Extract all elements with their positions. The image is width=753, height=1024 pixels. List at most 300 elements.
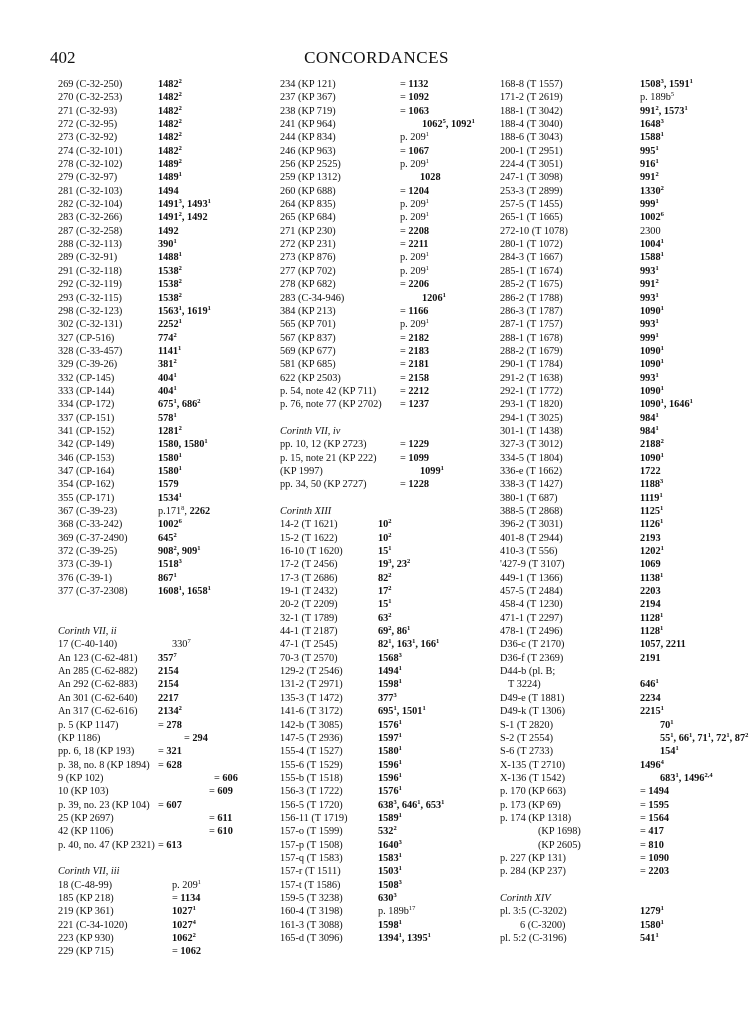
catalog-reference: X-136 (T 1542) bbox=[500, 772, 566, 784]
concordance-number: = 294 bbox=[184, 732, 208, 744]
concordance-row bbox=[280, 932, 480, 945]
catalog-reference: 253-3 (T 2899) bbox=[500, 185, 563, 197]
concordance-number: $984^1$ bbox=[640, 411, 659, 424]
catalog-reference: S-1 (T 2820) bbox=[500, 719, 554, 731]
concordance-number: 1128$^1$ bbox=[640, 611, 664, 624]
catalog-reference: 234 (KP 121) bbox=[280, 79, 336, 90]
concordance-row bbox=[58, 692, 248, 705]
catalog-reference: 238 (KP 719) bbox=[280, 105, 336, 117]
concordance-row bbox=[58, 825, 248, 838]
concordance-row bbox=[280, 171, 480, 184]
concordance-number: 1062$^5$, 1092$^1$ bbox=[422, 118, 475, 131]
concordance-number: $19^3$, $23^2$ bbox=[378, 558, 411, 571]
spacer bbox=[58, 598, 248, 611]
catalog-reference: 384 (KP 213) bbox=[280, 305, 336, 317]
catalog-reference: 219 (KP 361) bbox=[58, 906, 114, 918]
catalog-reference: 372 (C-39-25) bbox=[58, 546, 118, 558]
concordance-number: 1141$^1$ bbox=[158, 344, 182, 357]
concordance-row bbox=[280, 332, 480, 345]
concordance-number: 2154 bbox=[158, 679, 179, 691]
concordance-number: $404^1$ bbox=[158, 371, 177, 384]
catalog-reference: 478-1 (T 2496) bbox=[500, 626, 563, 638]
concordance-row bbox=[500, 759, 715, 772]
concordance-row bbox=[500, 91, 715, 104]
catalog-reference: 157-p (T 1508) bbox=[280, 839, 343, 851]
catalog-reference: 129-2 (T 2546) bbox=[280, 666, 343, 678]
catalog-reference: p. 40, no. 47 (KP 2321) bbox=[58, 839, 155, 851]
catalog-reference: 328 (C-33-457) bbox=[58, 345, 123, 357]
catalog-reference: p. 54, note 42 (KP 711) bbox=[280, 385, 377, 397]
catalog-reference: 142-b (T 3085) bbox=[280, 719, 343, 731]
concordance-row bbox=[500, 731, 749, 745]
concordance-row bbox=[500, 358, 715, 371]
concordance-row bbox=[500, 799, 715, 812]
catalog-reference: 155-b (T 1518) bbox=[280, 772, 343, 784]
concordance-row bbox=[500, 558, 715, 571]
catalog-reference: 289 (C-32-91) bbox=[58, 252, 118, 264]
catalog-reference: 569 (KP 677) bbox=[280, 345, 336, 357]
concordance-row bbox=[280, 799, 480, 812]
catalog-reference: 327 (CP-516) bbox=[58, 332, 115, 344]
concordance-number: 1580$^1$ bbox=[158, 451, 182, 464]
concordance-number: 1596$^1$ bbox=[378, 758, 402, 771]
concordance-row bbox=[58, 438, 248, 451]
concordance-number: p. $209^1$ bbox=[400, 198, 429, 211]
concordance-row bbox=[500, 198, 715, 211]
concordance-row bbox=[500, 625, 715, 638]
concordance-number: p. $189b^{17}$ bbox=[378, 905, 416, 918]
catalog-reference: 369 (C-37-2490) bbox=[58, 532, 128, 544]
catalog-reference: pl. 3:5 (C-3202) bbox=[500, 906, 567, 918]
concordance-number: $357^7$ bbox=[158, 651, 177, 664]
catalog-reference: 257-5 (T 1455) bbox=[500, 199, 563, 211]
catalog-reference: 283 (C-34-946) bbox=[280, 292, 345, 304]
concordance-number: 2234 bbox=[640, 692, 661, 704]
concordance-row bbox=[280, 532, 480, 545]
concordance-row bbox=[280, 905, 480, 918]
concordance-row bbox=[280, 759, 480, 772]
concordance-row bbox=[500, 251, 715, 264]
catalog-reference: 141-6 (T 3172) bbox=[280, 706, 343, 718]
concordance-row bbox=[280, 185, 480, 198]
concordance-number: $630^3$ bbox=[378, 891, 397, 904]
catalog-reference: 272 (C-32-95) bbox=[58, 119, 118, 131]
concordance-row bbox=[280, 345, 480, 358]
concordance-number: 1597$^1$ bbox=[378, 731, 402, 744]
concordance-row bbox=[58, 532, 248, 545]
concordance-number: 2252$^1$ bbox=[158, 318, 182, 331]
concordance-number: 2194 bbox=[640, 599, 661, 611]
catalog-reference: 346 (CP-153) bbox=[58, 452, 115, 464]
concordance-number: $154^1$ bbox=[660, 745, 679, 758]
concordance-column-1 bbox=[58, 78, 248, 959]
catalog-reference: 269 (C-32-250) bbox=[58, 79, 123, 90]
concordance-row bbox=[500, 398, 715, 411]
concordance-row bbox=[280, 919, 480, 932]
concordance-row bbox=[280, 265, 480, 278]
catalog-reference: T 3224) bbox=[508, 679, 541, 691]
catalog-reference: 288-1 (T 1678) bbox=[500, 332, 563, 344]
concordance-row bbox=[500, 372, 715, 385]
concordance-number: = 2211 bbox=[400, 239, 429, 251]
section-heading-text: Corinth XIV bbox=[500, 892, 551, 904]
catalog-reference: 156-11 (T 1719) bbox=[280, 812, 348, 824]
concordance-number: = 2183 bbox=[400, 345, 429, 357]
catalog-reference: 458-4 (T 1230) bbox=[500, 599, 563, 611]
concordance-row bbox=[58, 131, 248, 144]
concordance-number: 1090$^1$, 1646$^1$ bbox=[640, 398, 693, 411]
catalog-reference: 288 (C-32-113) bbox=[58, 239, 122, 251]
section-heading-text: Corinth VII, iii bbox=[58, 866, 120, 878]
concordance-row bbox=[500, 438, 715, 451]
concordance-number: 1518$^3$ bbox=[158, 558, 182, 571]
concordance-number: 2203 bbox=[640, 586, 661, 598]
concordance-row bbox=[58, 385, 248, 398]
catalog-reference: 622 (KP 2503) bbox=[280, 372, 341, 384]
concordance-number: 1648$^3$ bbox=[640, 118, 664, 131]
concordance-row bbox=[500, 585, 715, 598]
concordance-number: $908^2$, $909^1$ bbox=[158, 545, 201, 558]
concordance-number: 1128$^1$ bbox=[640, 625, 664, 638]
concordance-number: 1027$^4$ bbox=[172, 918, 196, 931]
concordance-number: 2154 bbox=[158, 666, 179, 678]
concordance-number: = 1090 bbox=[640, 852, 669, 864]
catalog-reference: p. 15, note 21 (KP 222) bbox=[280, 452, 377, 464]
concordance-number: 1489$^1$ bbox=[158, 171, 182, 184]
catalog-reference: 19-1 (T 2432) bbox=[280, 586, 338, 598]
catalog-reference: An 123 (C-62-481) bbox=[58, 652, 138, 664]
concordance-number: 1722 bbox=[640, 465, 661, 477]
concordance-row bbox=[58, 799, 248, 812]
concordance-row bbox=[280, 585, 480, 598]
concordance-number: 1580$^1$ bbox=[640, 918, 664, 931]
concordance-number: 1482$^2$ bbox=[158, 104, 182, 117]
catalog-reference: 265 (KP 684) bbox=[280, 212, 336, 224]
concordance-number: = 628 bbox=[158, 759, 182, 771]
catalog-reference: 264 (KP 835) bbox=[280, 199, 336, 211]
concordance-row bbox=[500, 452, 715, 465]
concordance-row bbox=[500, 492, 715, 505]
catalog-reference: 244 (KP 834) bbox=[280, 132, 336, 144]
catalog-reference: p. 76, note 77 (KP 2702) bbox=[280, 399, 382, 411]
concordance-row bbox=[280, 732, 480, 745]
concordance-row bbox=[58, 145, 248, 158]
concordance-number: $675^1$, $686^2$ bbox=[158, 398, 201, 411]
catalog-reference: 188-4 (T 3040) bbox=[500, 119, 563, 131]
concordance-number: 1206$^1$ bbox=[422, 291, 446, 304]
catalog-reference: 292-1 (T 1772) bbox=[500, 385, 563, 397]
catalog-reference: 342 (CP-149) bbox=[58, 439, 115, 451]
concordance-row bbox=[280, 158, 480, 171]
concordance-number: $82^1$, $163^1$, $166^1$ bbox=[378, 638, 440, 651]
catalog-reference: 329 (C-39-26) bbox=[58, 359, 118, 371]
concordance-number: 1090$^1$ bbox=[640, 451, 664, 464]
concordance-number: p. $189b^5$ bbox=[640, 91, 675, 104]
catalog-reference: 278 (KP 682) bbox=[280, 279, 336, 291]
concordance-row bbox=[500, 105, 715, 118]
concordance-row bbox=[500, 211, 715, 224]
catalog-reference: 286-2 (T 1788) bbox=[500, 292, 563, 304]
concordance-row bbox=[500, 652, 715, 665]
section-heading-text: Corinth VII, iv bbox=[280, 425, 341, 437]
concordance-number: 1202$^1$ bbox=[640, 545, 664, 558]
concordance-row bbox=[500, 839, 715, 852]
catalog-reference: 401-8 (T 2944) bbox=[500, 532, 563, 544]
catalog-reference: 246 (KP 963) bbox=[280, 145, 336, 157]
concordance-row bbox=[280, 665, 480, 678]
catalog-reference: 338-3 (T 1427) bbox=[500, 479, 563, 491]
concordance-row bbox=[500, 932, 715, 945]
concordance-number: = 1564 bbox=[640, 812, 669, 824]
concordance-row bbox=[58, 572, 248, 585]
catalog-reference: 367 (C-39-23) bbox=[58, 506, 118, 517]
concordance-number: = 1237 bbox=[400, 399, 429, 411]
concordance-row bbox=[500, 145, 715, 158]
concordance-row bbox=[500, 118, 715, 131]
catalog-reference: 271 (KP 230) bbox=[280, 225, 336, 237]
catalog-reference: 281 (C-32-103) bbox=[58, 185, 123, 197]
catalog-reference: 273 (C-32-92) bbox=[58, 132, 118, 144]
concordance-row bbox=[58, 158, 248, 171]
concordance-row bbox=[280, 318, 480, 331]
concordance-row bbox=[280, 518, 480, 531]
catalog-reference: p. 227 (KP 131) bbox=[500, 852, 566, 864]
concordance-number: = 1228 bbox=[400, 479, 429, 491]
concordance-number: 2134$^2$ bbox=[158, 705, 182, 718]
catalog-reference: 354 (CP-162) bbox=[58, 479, 115, 491]
concordance-number: 1598$^1$ bbox=[378, 678, 402, 691]
concordance-row bbox=[280, 719, 480, 732]
catalog-reference: 288-2 (T 1679) bbox=[500, 345, 563, 357]
catalog-reference: 293 (C-32-115) bbox=[58, 292, 122, 304]
concordance-row bbox=[500, 865, 715, 878]
concordance-number: 1482$^2$ bbox=[158, 144, 182, 157]
concordance-number: $381^2$ bbox=[158, 358, 177, 371]
concordance-number: $390^1$ bbox=[158, 238, 177, 251]
catalog-reference: 157-q (T 1583) bbox=[280, 852, 343, 864]
concordance-row bbox=[500, 919, 715, 932]
concordance-row bbox=[500, 705, 715, 718]
catalog-reference: 10 (KP 103) bbox=[58, 786, 109, 798]
concordance-row bbox=[58, 478, 248, 491]
concordance-row bbox=[500, 532, 715, 545]
concordance-row bbox=[58, 919, 248, 932]
concordance-row bbox=[280, 78, 480, 91]
catalog-reference: 224-4 (T 3051) bbox=[500, 159, 563, 171]
concordance-number: $991^2$ bbox=[640, 278, 659, 291]
concordance-number: $995^1$ bbox=[640, 144, 659, 157]
concordance-number: p. $209^1$ bbox=[400, 211, 429, 224]
catalog-reference: 274 (C-32-101) bbox=[58, 145, 123, 157]
concordance-number: 1503$^1$ bbox=[378, 865, 402, 878]
concordance-number: 1090$^1$ bbox=[640, 344, 664, 357]
concordance-row bbox=[58, 945, 248, 958]
catalog-reference: 457-5 (T 2484) bbox=[500, 586, 563, 598]
concordance-number: 1538$^2$ bbox=[158, 291, 182, 304]
spacer bbox=[58, 612, 248, 625]
concordance-row bbox=[280, 785, 480, 798]
catalog-reference: 285-2 (T 1675) bbox=[500, 279, 563, 291]
concordance-number: 1482$^2$ bbox=[158, 118, 182, 131]
concordance-row bbox=[500, 345, 715, 358]
concordance-row bbox=[500, 465, 715, 478]
concordance-row bbox=[58, 785, 248, 798]
concordance-number: $63^2$ bbox=[378, 611, 392, 624]
concordance-row bbox=[58, 652, 248, 665]
catalog-reference: 15-2 (T 1622) bbox=[280, 532, 338, 544]
catalog-reference: 333 (CP-144) bbox=[58, 385, 115, 397]
catalog-reference: 291-2 (T 1638) bbox=[500, 372, 563, 384]
concordance-number: 2188$^2$ bbox=[640, 438, 664, 451]
concordance-number: $999^1$ bbox=[640, 331, 659, 344]
catalog-reference: 334-5 (T 1804) bbox=[500, 452, 563, 464]
catalog-reference: 157-t (T 1586) bbox=[280, 879, 341, 891]
concordance-row bbox=[500, 225, 715, 238]
concordance-row bbox=[58, 879, 248, 892]
concordance-number: 2217 bbox=[158, 692, 179, 704]
section-heading bbox=[58, 865, 248, 878]
catalog-reference: D49-e (T 1881) bbox=[500, 692, 565, 704]
catalog-reference: 188-1 (T 3042) bbox=[500, 105, 563, 117]
concordance-row bbox=[58, 518, 248, 531]
concordance-number: 1496$^4$ bbox=[640, 758, 664, 771]
concordance-number: $10^2$ bbox=[378, 531, 392, 544]
catalog-reference: 44-1 (T 2187) bbox=[280, 626, 338, 638]
catalog-reference: 131-2 (T 2971) bbox=[280, 679, 343, 691]
concordance-row bbox=[500, 265, 715, 278]
catalog-reference: 200-1 (T 2951) bbox=[500, 145, 563, 157]
concordance-row bbox=[280, 692, 480, 705]
concordance-number: 1069 bbox=[640, 559, 661, 571]
concordance-row bbox=[280, 638, 480, 651]
concordance-row bbox=[500, 612, 715, 625]
catalog-reference: 388-5 (T 2868) bbox=[500, 506, 563, 517]
concordance-number: 1583$^1$ bbox=[378, 851, 402, 864]
concordance-row bbox=[500, 825, 715, 838]
concordance-number: $17^2$ bbox=[378, 585, 392, 598]
concordance-row bbox=[280, 372, 480, 385]
concordance-row bbox=[58, 292, 248, 305]
concordance-number: $15^1$ bbox=[378, 598, 392, 611]
concordance-row bbox=[58, 892, 248, 905]
catalog-reference: 70-3 (T 2570) bbox=[280, 652, 338, 664]
catalog-reference: 265-1 (T 1665) bbox=[500, 212, 563, 224]
concordance-number: 1489$^2$ bbox=[158, 158, 182, 171]
concordance-row bbox=[500, 719, 715, 732]
catalog-reference: 188-6 (T 3043) bbox=[500, 132, 563, 144]
catalog-reference: 336-e (T 1662) bbox=[500, 465, 563, 477]
concordance-number: = 2203 bbox=[640, 866, 669, 878]
concordance-row bbox=[58, 332, 248, 345]
catalog-reference: 161-3 (T 3088) bbox=[280, 919, 343, 931]
concordance-row bbox=[500, 305, 715, 318]
concordance-row bbox=[58, 118, 248, 131]
concordance-row bbox=[58, 545, 248, 558]
concordance-number: 1330$^2$ bbox=[640, 184, 664, 197]
concordance-row bbox=[500, 185, 715, 198]
concordance-row bbox=[500, 852, 715, 865]
concordance-row bbox=[58, 585, 248, 598]
concordance-number: = 2212 bbox=[400, 385, 429, 397]
concordance-number: $69^2$, $86^1$ bbox=[378, 625, 411, 638]
concordance-number: = 1063 bbox=[400, 105, 429, 117]
concordance-row bbox=[58, 265, 248, 278]
concordance-row bbox=[500, 318, 715, 331]
catalog-reference: 14-2 (T 1621) bbox=[280, 519, 338, 531]
concordance-row bbox=[58, 759, 248, 772]
spacer bbox=[280, 412, 480, 425]
concordance-number: $55^1$, $66^1$, $71^1$, $72^1$, $87^2$ bbox=[660, 731, 749, 744]
concordance-number: = 1494 bbox=[640, 786, 669, 798]
concordance-number: $774^2$ bbox=[158, 331, 177, 344]
concordance-row bbox=[500, 678, 715, 691]
catalog-reference: 294-1 (T 3025) bbox=[500, 412, 563, 424]
catalog-reference: 272-10 (T 1078) bbox=[500, 225, 568, 237]
concordance-number: $330^7$ bbox=[172, 638, 191, 651]
concordance-row bbox=[280, 292, 480, 305]
catalog-reference: 155-6 (T 1529) bbox=[280, 759, 343, 771]
concordance-row bbox=[500, 278, 715, 291]
catalog-reference: 156-3 (T 1722) bbox=[280, 786, 343, 798]
concordance-row bbox=[58, 505, 248, 518]
concordance-row bbox=[500, 332, 715, 345]
concordance-number: $991^2$ bbox=[640, 171, 659, 184]
concordance-number: = 417 bbox=[640, 826, 664, 838]
concordance-number: = 1229 bbox=[400, 439, 429, 451]
catalog-reference: p. 170 (KP 663) bbox=[500, 786, 566, 798]
concordance-row bbox=[280, 545, 480, 558]
concordance-row bbox=[280, 745, 480, 758]
concordance-row bbox=[58, 665, 248, 678]
concordance-number: 1640$^3$ bbox=[378, 838, 402, 851]
concordance-row bbox=[58, 318, 248, 331]
concordance-row bbox=[58, 185, 248, 198]
concordance-number: 1138$^1$ bbox=[640, 571, 664, 584]
concordance-row bbox=[58, 678, 248, 691]
concordance-number: 1482$^2$ bbox=[158, 78, 182, 90]
concordance-row bbox=[58, 78, 248, 91]
catalog-reference: 229 (KP 715) bbox=[58, 946, 114, 958]
catalog-reference: 285-1 (T 1674) bbox=[500, 265, 563, 277]
concordance-row bbox=[58, 372, 248, 385]
concordance-row bbox=[500, 131, 715, 144]
concordance-number: $532^2$ bbox=[378, 825, 397, 838]
catalog-reference: 17-3 (T 2686) bbox=[280, 572, 338, 584]
catalog-reference: 347 (CP-164) bbox=[58, 465, 115, 477]
catalog-reference: 168-8 (T 1557) bbox=[500, 79, 563, 90]
concordance-number: $377^3$ bbox=[378, 691, 397, 704]
section-heading-text: Corinth VII, ii bbox=[58, 626, 117, 638]
section-heading bbox=[280, 425, 480, 438]
catalog-reference: pp. 6, 18 (KP 193) bbox=[58, 746, 135, 758]
catalog-reference: 159-5 (T 3238) bbox=[280, 892, 343, 904]
concordance-number: 1062$^2$ bbox=[172, 932, 196, 944]
catalog-reference: 9 (KP 102) bbox=[58, 772, 104, 784]
concordance-number: = 2158 bbox=[400, 372, 429, 384]
catalog-reference: p. 38, no. 8 (KP 1894) bbox=[58, 759, 150, 771]
concordance-row bbox=[500, 292, 715, 305]
concordance-row bbox=[280, 652, 480, 665]
concordance-row bbox=[58, 105, 248, 118]
concordance-number: p. $209^1$ bbox=[400, 251, 429, 264]
concordance-number: = 609 bbox=[209, 786, 233, 798]
concordance-number: 1126$^1$ bbox=[640, 518, 664, 531]
concordance-row bbox=[58, 932, 248, 945]
concordance-number: 1482$^2$ bbox=[158, 91, 182, 104]
concordance-row bbox=[58, 345, 248, 358]
concordance-number: 1281$^2$ bbox=[158, 424, 182, 437]
concordance-row bbox=[280, 865, 480, 878]
